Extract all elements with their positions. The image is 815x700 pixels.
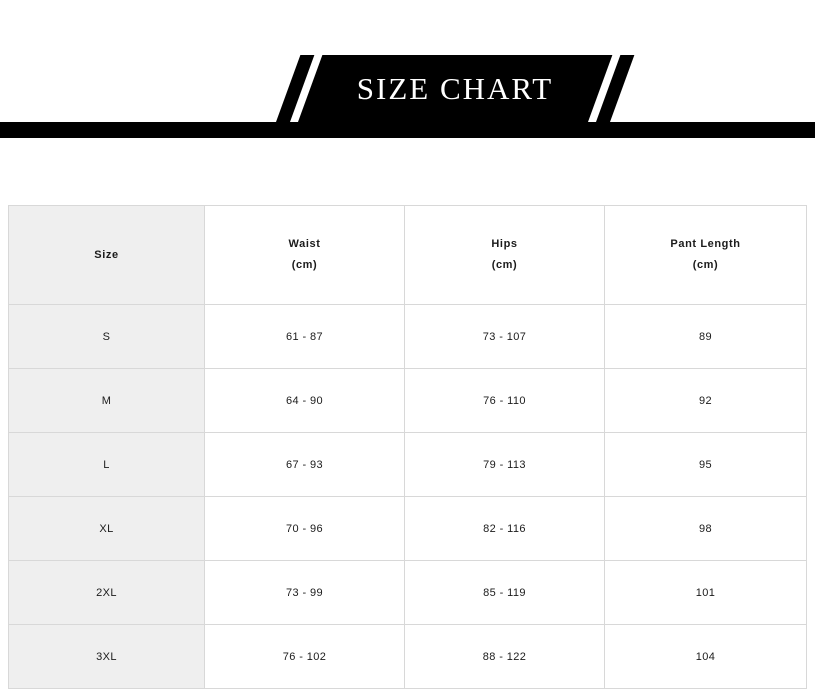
size-chart-table [8,205,807,689]
cell-hips: 85 - 119 [405,561,605,625]
cell-waist: 64 - 90 [205,369,405,433]
table-row [9,625,807,689]
page-title: SIZE CHART [356,71,554,106]
cell-pant-length: 104 [605,625,807,689]
cell-hips: 79 - 113 [405,433,605,497]
cell-size: 2XL [9,561,205,625]
cell-hips: 88 - 122 [405,625,605,689]
column-header-waist [205,206,405,305]
cell-size: L [9,433,205,497]
table-row [9,497,807,561]
cell-hips: 82 - 116 [405,497,605,561]
column-header-hips-unit: (cm) [491,259,518,271]
table-body [9,305,807,689]
table-row [9,369,807,433]
cell-pant-length: 98 [605,497,807,561]
banner-bottom-bar [0,122,815,138]
cell-pant-length: 89 [605,305,807,369]
size-chart-banner [0,0,815,140]
cell-waist: 61 - 87 [205,305,405,369]
column-header-waist-label: Waist [288,238,321,251]
column-header-pant-length [605,206,807,305]
cell-size: 3XL [9,625,205,689]
size-chart-table-wrap [8,205,806,689]
cell-waist: 76 - 102 [205,625,405,689]
cell-size: S [9,305,205,369]
table-row [9,561,807,625]
column-header-pant-length-label: Pant Length [670,238,741,251]
column-header-waist-unit: (cm) [291,259,318,271]
column-header-hips [405,206,605,305]
cell-hips: 76 - 110 [405,369,605,433]
cell-waist: 70 - 96 [205,497,405,561]
cell-size: M [9,369,205,433]
cell-pant-length: 101 [605,561,807,625]
cell-pant-length: 92 [605,369,807,433]
column-header-pant-length-unit: (cm) [692,259,719,271]
column-header-size [9,206,205,305]
table-header-row [9,206,807,305]
table-row [9,433,807,497]
cell-hips: 73 - 107 [405,305,605,369]
table-header [9,206,807,305]
cell-size: XL [9,497,205,561]
table-row [9,305,807,369]
cell-waist: 73 - 99 [205,561,405,625]
cell-waist: 67 - 93 [205,433,405,497]
column-header-size-label: Size [94,248,119,261]
column-header-hips-label: Hips [491,238,518,251]
cell-pant-length: 95 [605,433,807,497]
